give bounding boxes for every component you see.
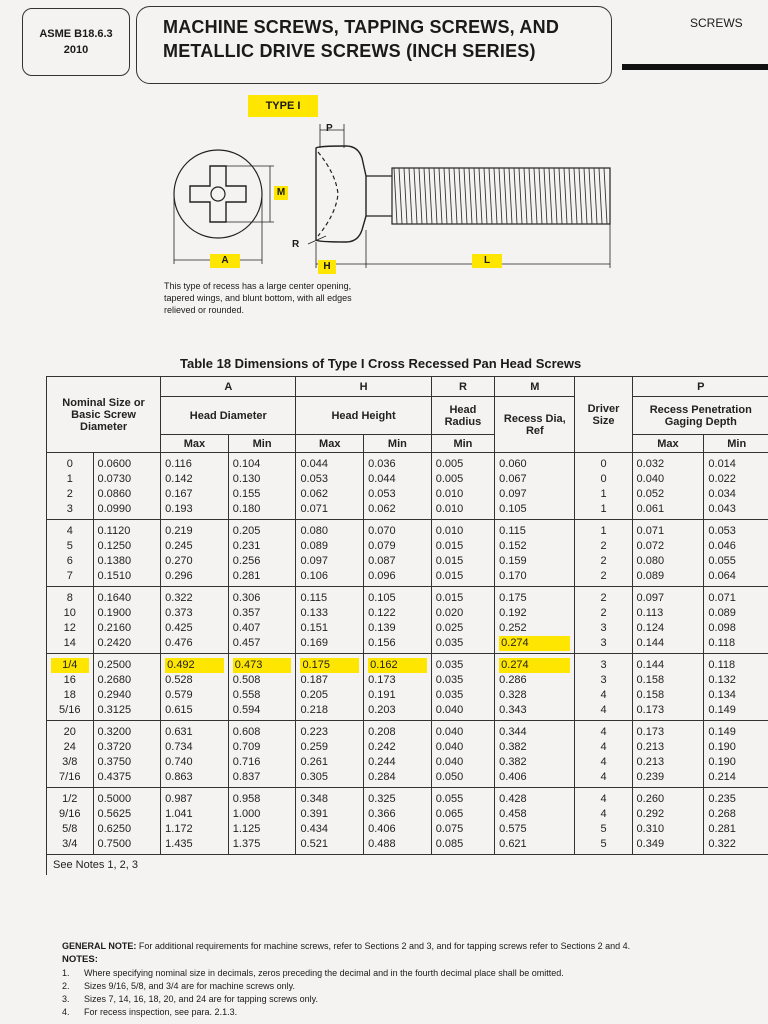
cell-a-max: 0.492 0.528 0.579 0.615	[161, 654, 229, 721]
cell-h-max: 0.348 0.391 0.434 0.521	[296, 788, 364, 855]
section-label: SCREWS	[690, 16, 743, 30]
cell-driver: 4 4 4 4	[575, 721, 632, 788]
dimensions-table	[46, 376, 768, 875]
standard-number: ASME B18.6.3	[39, 28, 113, 40]
table-row	[47, 520, 768, 587]
recess-penetration-header: Recess Penetration Gaging Depth	[632, 397, 768, 435]
cell-m: 0.115 0.152 0.159 0.170	[495, 520, 575, 587]
cell-size: 1/4 16 18 5/16	[47, 654, 94, 721]
nominal-size-header: Nominal Size or Basic Screw Diameter	[47, 377, 161, 453]
cell-h-min: 0.070 0.079 0.087 0.096	[364, 520, 432, 587]
group-p-letter: P	[632, 377, 768, 397]
note-item: 4. For recess inspection, see para. 2.1.3.	[62, 1007, 238, 1017]
cell-h-max: 0.115 0.133 0.151 0.169	[296, 587, 364, 654]
cell-driver: 0 0 1 1	[575, 453, 632, 520]
cell-a-min: 0.958 1.000 1.125 1.375	[228, 788, 296, 855]
cell-h-max: 0.044 0.053 0.062 0.071	[296, 453, 364, 520]
cell-driver: 1 2 2 2	[575, 520, 632, 587]
page-title-line-1: MACHINE SCREWS, TAPPING SCREWS, AND	[163, 17, 560, 37]
cross-recess	[190, 166, 246, 222]
cell-r-min: 0.010 0.015 0.015 0.015	[431, 520, 494, 587]
cell-h-min: 0.036 0.044 0.053 0.062	[364, 453, 432, 520]
cell-basic: 0.3200 0.3720 0.3750 0.4375	[93, 721, 161, 788]
group-h-letter: H	[296, 377, 431, 397]
cell-p-max: 0.097 0.113 0.124 0.144	[632, 587, 704, 654]
dim-p-label: P	[326, 123, 333, 134]
cell-a-max: 0.116 0.142 0.167 0.193	[161, 453, 229, 520]
cell-h-min: 0.105 0.122 0.139 0.156	[364, 587, 432, 654]
table-row	[47, 721, 768, 788]
cell-m: 0.274 0.286 0.328 0.343	[495, 654, 575, 721]
cell-h-max: 0.175 0.187 0.205 0.218	[296, 654, 364, 721]
cell-r-min: 0.055 0.065 0.075 0.085	[431, 788, 494, 855]
cell-h-min: 0.208 0.242 0.244 0.284	[364, 721, 432, 788]
cell-size: 4 5 6 7	[47, 520, 94, 587]
cell-m: 0.428 0.458 0.575 0.621	[495, 788, 575, 855]
cell-r-min: 0.035 0.035 0.035 0.040	[431, 654, 494, 721]
cell-p-max: 0.260 0.292 0.310 0.349	[632, 788, 704, 855]
standard-id-box	[22, 8, 130, 76]
cell-size: 8 10 12 14	[47, 587, 94, 654]
general-note-text: For additional requirements for machine screws, refer to Sections 2 and 3, and for tapping screws refer to Sections 2 and 4.	[138, 941, 631, 951]
a-max-header: Max	[161, 435, 229, 453]
cell-a-max: 0.987 1.041 1.172 1.435	[161, 788, 229, 855]
dim-m-label: M	[274, 186, 288, 200]
h-max-header: Max	[296, 435, 364, 453]
cell-h-min: 0.325 0.366 0.406 0.488	[364, 788, 432, 855]
cell-p-max: 0.032 0.040 0.052 0.061	[632, 453, 704, 520]
cell-r-min: 0.040 0.040 0.040 0.050	[431, 721, 494, 788]
cell-size: 0 1 2 3	[47, 453, 94, 520]
cell-driver: 3 3 4 4	[575, 654, 632, 721]
cell-p-min: 0.053 0.046 0.055 0.064	[704, 520, 768, 587]
page-title-line-2: METALLIC DRIVE SCREWS (INCH SERIES)	[163, 41, 536, 61]
cell-a-max: 0.322 0.373 0.425 0.476	[161, 587, 229, 654]
title-box	[136, 6, 612, 84]
cell-p-max: 0.144 0.158 0.158 0.173	[632, 654, 704, 721]
h-min-header: Min	[364, 435, 432, 453]
cell-basic: 0.0600 0.0730 0.0860 0.0990	[93, 453, 161, 520]
cell-basic: 0.1120 0.1250 0.1380 0.1510	[93, 520, 161, 587]
cell-p-min: 0.118 0.132 0.134 0.149	[704, 654, 768, 721]
head-height-header: Head Height	[296, 397, 431, 435]
cell-p-min: 0.235 0.268 0.281 0.322	[704, 788, 768, 855]
cell-basic: 0.2500 0.2680 0.2940 0.3125	[93, 654, 161, 721]
cell-m: 0.175 0.192 0.252 0.274	[495, 587, 575, 654]
cell-p-max: 0.071 0.072 0.080 0.089	[632, 520, 704, 587]
cell-a-min: 0.205 0.231 0.256 0.281	[228, 520, 296, 587]
cell-p-min: 0.149 0.190 0.190 0.214	[704, 721, 768, 788]
cell-r-min: 0.015 0.020 0.025 0.035	[431, 587, 494, 654]
p-max-header: Max	[632, 435, 704, 453]
head-radius-header: Head Radius	[431, 397, 494, 435]
table-row	[47, 587, 768, 654]
cell-a-min: 0.473 0.508 0.558 0.594	[228, 654, 296, 721]
see-notes: See Notes 1, 2, 3	[47, 855, 161, 876]
a-min-header: Min	[228, 435, 296, 453]
table-row	[47, 788, 768, 855]
cell-p-min: 0.071 0.089 0.098 0.118	[704, 587, 768, 654]
group-r-letter: R	[431, 377, 494, 397]
cell-m: 0.060 0.067 0.097 0.105	[495, 453, 575, 520]
cell-h-min: 0.162 0.173 0.191 0.203	[364, 654, 432, 721]
note-item: 2. Sizes 9/16, 5/8, and 3/4 are for machine screws only.	[62, 981, 295, 991]
cell-driver: 4 4 5 5	[575, 788, 632, 855]
cell-a-max: 0.631 0.734 0.740 0.863	[161, 721, 229, 788]
cell-a-min: 0.608 0.709 0.716 0.837	[228, 721, 296, 788]
cell-p-min: 0.014 0.022 0.034 0.043	[704, 453, 768, 520]
standard-year: 2010	[63, 44, 89, 56]
general-note-label: GENERAL NOTE:	[62, 941, 137, 951]
general-note	[62, 940, 762, 952]
cell-r-min: 0.005 0.005 0.010 0.010	[431, 453, 494, 520]
r-min-header: Min	[431, 435, 494, 453]
group-m-letter: M	[495, 377, 575, 397]
recess-caption: This type of recess has a large center opening, tapered wings, and blunt bottom, with all edges relieved or rounded.	[164, 281, 352, 315]
type-label: TYPE I	[248, 95, 318, 117]
cell-p-max: 0.173 0.213 0.213 0.239	[632, 721, 704, 788]
cell-a-min: 0.104 0.130 0.155 0.180	[228, 453, 296, 520]
thread-hatching	[394, 168, 607, 224]
cell-a-max: 0.219 0.245 0.270 0.296	[161, 520, 229, 587]
cell-m: 0.344 0.382 0.382 0.406	[495, 721, 575, 788]
head-outline	[174, 150, 262, 238]
cell-basic: 0.5000 0.5625 0.6250 0.7500	[93, 788, 161, 855]
table-row	[47, 654, 768, 721]
header-rule	[622, 64, 768, 70]
recess-dia-header: Recess Dia, Ref	[495, 397, 575, 453]
head-diameter-header: Head Diameter	[161, 397, 296, 435]
table-row	[47, 453, 768, 520]
cell-a-min: 0.306 0.357 0.407 0.457	[228, 587, 296, 654]
cell-basic: 0.1640 0.1900 0.2160 0.2420	[93, 587, 161, 654]
p-min-header: Min	[704, 435, 768, 453]
dim-r-label: R	[292, 239, 300, 250]
dim-h-label: H	[318, 260, 336, 274]
cell-h-max: 0.080 0.089 0.097 0.106	[296, 520, 364, 587]
cell-size: 20 24 3/8 7/16	[47, 721, 94, 788]
cell-driver: 2 2 3 3	[575, 587, 632, 654]
dim-l-label: L	[472, 254, 502, 268]
driver-size-header: Driver Size	[575, 377, 632, 453]
cell-size: 1/2 9/16 5/8 3/4	[47, 788, 94, 855]
cell-h-max: 0.223 0.259 0.261 0.305	[296, 721, 364, 788]
table-body	[47, 453, 768, 855]
notes-heading: NOTES:	[62, 954, 98, 965]
note-item: 3. Sizes 7, 14, 16, 18, 20, and 24 are for tapping screws only.	[62, 994, 318, 1004]
note-item: 1. Where specifying nominal size in decimals, zeros preceding the decimal and in the fourth decimal place shall be omitted.	[62, 968, 564, 978]
dim-a-label: A	[210, 254, 240, 268]
table-title: Table 18 Dimensions of Type I Cross Recessed Pan Head Screws	[180, 356, 582, 371]
group-a-letter: A	[161, 377, 296, 397]
